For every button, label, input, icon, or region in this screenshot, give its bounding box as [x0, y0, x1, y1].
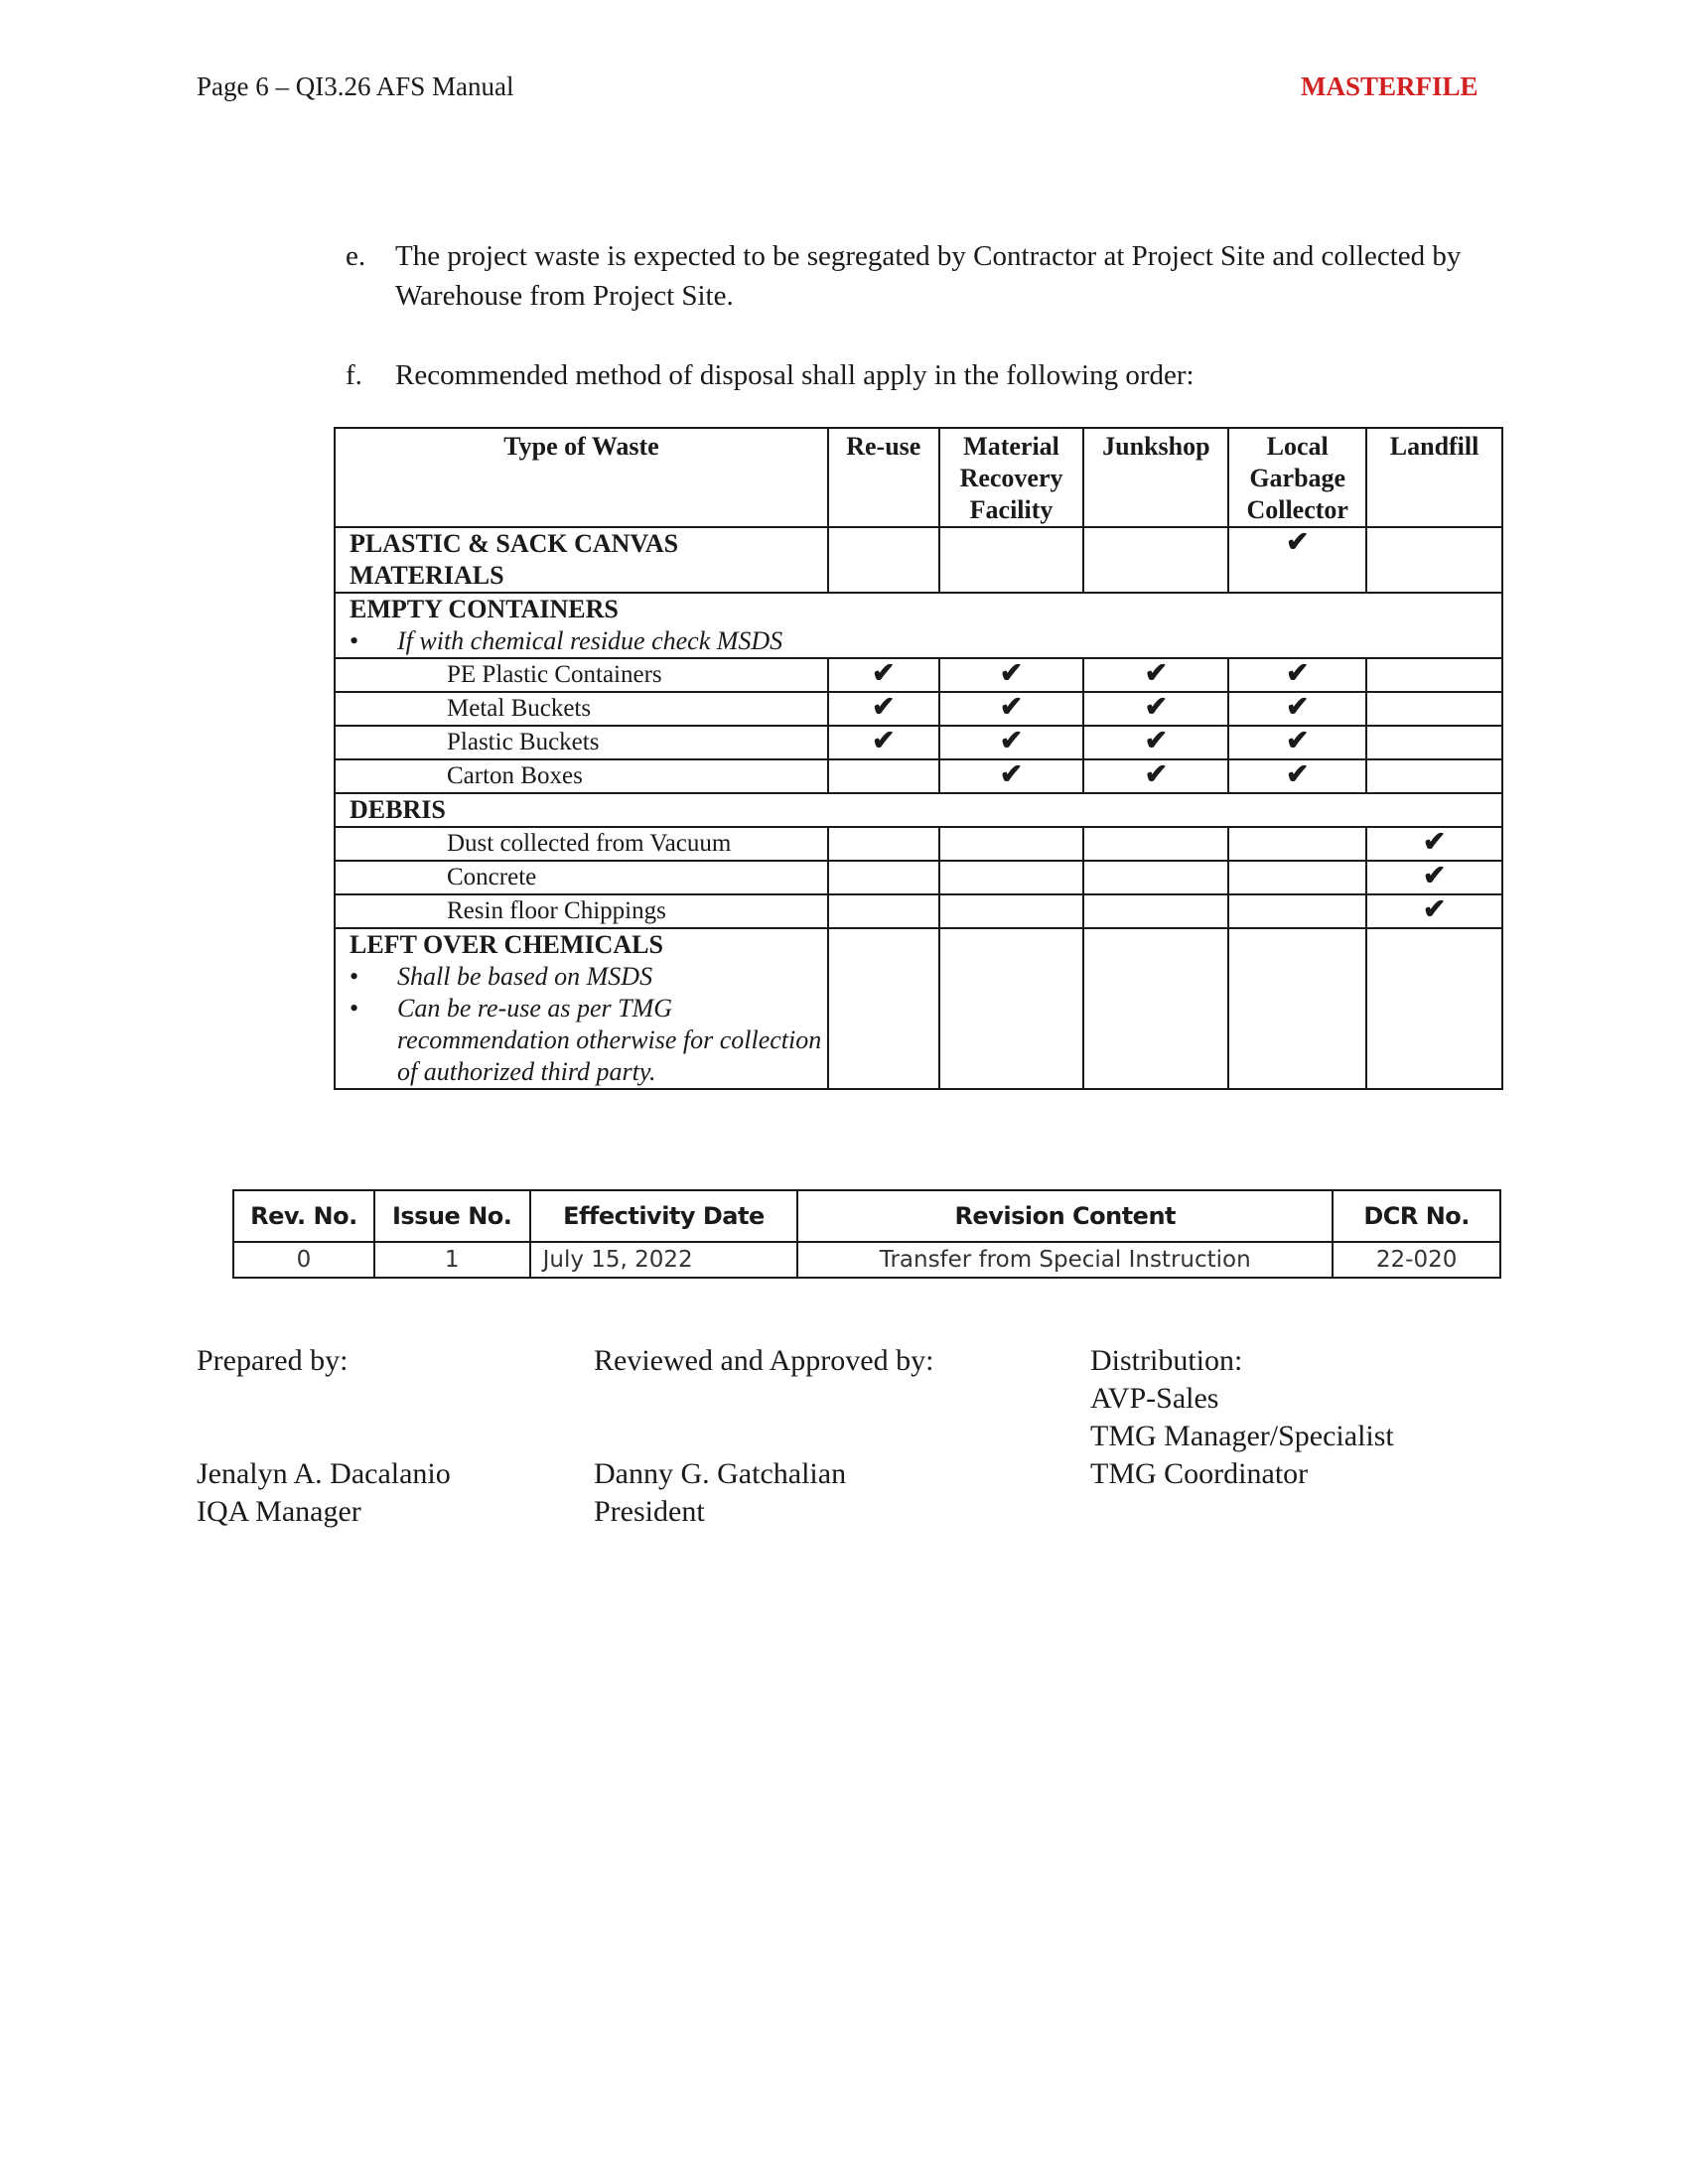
prepared-by-label: Prepared by: [197, 1344, 349, 1377]
column-header: DCR No. [1333, 1190, 1500, 1242]
list-text: The project waste is expected to be segregated by Contractor at Project Site and collected by Warehouse from Project Site. [395, 240, 1462, 312]
check-cell: ✔ [1228, 527, 1366, 593]
table-row [335, 692, 1502, 726]
waste-type-label: Resin floor Chippings [335, 894, 828, 928]
table-row [335, 793, 1502, 827]
check-cell [828, 861, 939, 894]
bullet-icon: • [350, 994, 359, 1023]
check-cell [828, 928, 939, 1089]
table-row [335, 658, 1502, 692]
issue-no-cell: 1 [374, 1242, 530, 1278]
category-note [336, 961, 827, 993]
check-cell [1083, 861, 1228, 894]
column-header: Junkshop [1083, 428, 1228, 527]
check-cell [939, 928, 1084, 1089]
check-cell: ✔ [1083, 759, 1228, 793]
note-text: If with chemical residue check MSDS [397, 626, 783, 655]
category-cell [335, 593, 1502, 658]
check-cell: ✔ [1228, 726, 1366, 759]
category-label: PLASTIC & SACK CANVAS MATERIALS [335, 527, 828, 593]
check-cell [1083, 894, 1228, 928]
note-text: Can be re-use as per TMG recommendation otherwise for collection of authorized third party. [397, 994, 822, 1086]
revision-content-cell: Transfer from Special Instruction [797, 1242, 1333, 1278]
check-cell [828, 759, 939, 793]
table-row [335, 894, 1502, 928]
waste-type-label: Metal Buckets [335, 692, 828, 726]
table-row [335, 827, 1502, 861]
check-cell [1366, 726, 1502, 759]
prepared-by-block [197, 1342, 451, 1531]
table-row [335, 527, 1502, 593]
disposal-method-table [334, 427, 1503, 1090]
masterfile-stamp: MASTERFILE [1301, 71, 1478, 101]
check-cell: ✔ [939, 692, 1084, 726]
column-header: Revision Content [797, 1190, 1333, 1242]
check-cell [828, 527, 939, 593]
check-cell: ✔ [828, 658, 939, 692]
category-note [336, 625, 1501, 657]
waste-type-label: Concrete [335, 861, 828, 894]
distribution-item: AVP-Sales [1090, 1382, 1219, 1415]
check-cell [1366, 928, 1502, 1089]
category-label: DEBRIS [335, 793, 1502, 827]
table-header-row [335, 428, 1502, 527]
bullet-icon: • [350, 626, 359, 655]
check-cell [1366, 527, 1502, 593]
check-cell [1228, 928, 1366, 1089]
category-cell [335, 928, 828, 1089]
rev-no-cell: 0 [233, 1242, 374, 1278]
column-header: Rev. No. [233, 1190, 374, 1242]
check-cell [939, 861, 1084, 894]
table-row [335, 593, 1502, 658]
check-cell [1083, 928, 1228, 1089]
effectivity-date-cell: July 15, 2022 [530, 1242, 798, 1278]
distribution-block [1090, 1342, 1394, 1493]
category-label: LEFT OVER CHEMICALS [350, 930, 663, 959]
check-cell [939, 894, 1084, 928]
column-header: Material Recovery Facility [939, 428, 1084, 527]
check-cell: ✔ [939, 658, 1084, 692]
check-cell: ✔ [1083, 658, 1228, 692]
dcr-no-cell: 22-020 [1333, 1242, 1500, 1278]
list-text: Recommended method of disposal shall apply in the following order: [395, 359, 1195, 391]
check-cell [1228, 894, 1366, 928]
preparer-name: Jenalyn A. Dacalanio [197, 1457, 451, 1490]
waste-type-label: Carton Boxes [335, 759, 828, 793]
check-cell [1228, 861, 1366, 894]
check-cell: ✔ [939, 726, 1084, 759]
category-label: EMPTY CONTAINERS [350, 595, 619, 623]
check-cell [939, 827, 1084, 861]
column-header: Effectivity Date [530, 1190, 798, 1242]
check-cell [1366, 759, 1502, 793]
table-row [335, 861, 1502, 894]
check-cell [828, 894, 939, 928]
distribution-item: TMG Manager/Specialist [1090, 1420, 1394, 1452]
revision-history-table [232, 1189, 1501, 1279]
check-cell: ✔ [1366, 861, 1502, 894]
column-header: Local Garbage Collector [1228, 428, 1366, 527]
column-header: Re-use [828, 428, 939, 527]
check-cell: ✔ [1366, 894, 1502, 928]
waste-type-label: PE Plastic Containers [335, 658, 828, 692]
check-cell: ✔ [1083, 726, 1228, 759]
check-cell: ✔ [828, 726, 939, 759]
note-text: Shall be based on MSDS [397, 962, 653, 991]
table-row [233, 1242, 1500, 1278]
check-cell [1083, 527, 1228, 593]
distribution-item: TMG Coordinator [1090, 1457, 1309, 1490]
check-cell [939, 527, 1084, 593]
reviewer-name: Danny G. Gatchalian [594, 1457, 847, 1490]
table-row [335, 759, 1502, 793]
waste-type-label: Dust collected from Vacuum [335, 827, 828, 861]
reviewed-by-block [594, 1342, 933, 1531]
reviewed-by-label: Reviewed and Approved by: [594, 1344, 934, 1377]
check-cell: ✔ [939, 759, 1084, 793]
table-row [335, 726, 1502, 759]
column-header: Landfill [1366, 428, 1502, 527]
check-cell [1228, 827, 1366, 861]
preparer-title: IQA Manager [197, 1495, 361, 1528]
table-header-row [233, 1190, 1500, 1242]
check-cell: ✔ [1366, 827, 1502, 861]
check-cell [1083, 827, 1228, 861]
category-note [336, 993, 827, 1088]
page-label: Page 6 – QI3.26 AFS Manual [197, 71, 514, 101]
bullet-icon: • [350, 962, 359, 991]
table-row [335, 928, 1502, 1089]
check-cell: ✔ [1228, 658, 1366, 692]
reviewer-title: President [594, 1495, 705, 1528]
check-cell: ✔ [1083, 692, 1228, 726]
check-cell: ✔ [1228, 692, 1366, 726]
check-cell: ✔ [1228, 759, 1366, 793]
check-cell [828, 827, 939, 861]
check-cell [1366, 692, 1502, 726]
column-header: Type of Waste [335, 428, 828, 527]
distribution-label: Distribution: [1090, 1344, 1243, 1377]
check-cell [1366, 658, 1502, 692]
list-marker: f. [346, 359, 362, 391]
waste-type-label: Plastic Buckets [335, 726, 828, 759]
column-header: Issue No. [374, 1190, 530, 1242]
check-cell: ✔ [828, 692, 939, 726]
list-marker: e. [346, 240, 366, 272]
